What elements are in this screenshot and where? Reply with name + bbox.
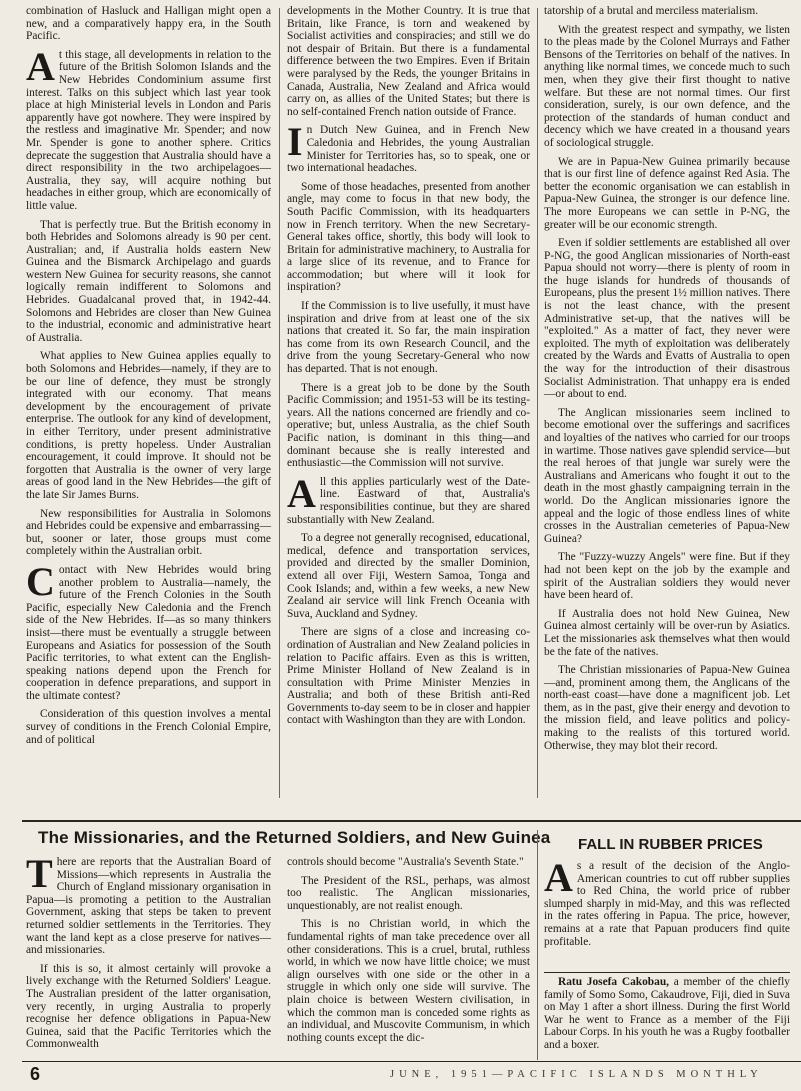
paragraph-text: n Dutch New Guinea, and in French New Caledonia and Hebrides, the young Australian Minister for Territories has, so to speak, one or two international headaches. — [287, 124, 530, 175]
rubber-article — [544, 855, 790, 954]
paragraph: That is perfectly true. But the British economy in both Hebrides and Solomons already is 90 per cent. Australian; and, if Australia holds eastern New Guinea and the Bismarck Archipelago and guards western New Guinea for security reasons, she cannot logically remain indifferent to Solomons and Hebrides. Guadalcanal proved that, in 1942-44. Solomons and Hebrides are closer than New Guinea to the industrial, economic and administrative heart of Australia. — [26, 218, 271, 344]
drop-cap: A — [26, 43, 55, 89]
obituary-text: a member of the chiefly family of Somo Somo, Cakaudrove, Fiji, died in Suva on May 1 after a short illness. During the first World War he went to France as a member of the Fiji Labour Corps. In his youth he was a Rugby footballer and a boxer. — [544, 976, 790, 1051]
paragraph: We are in Papua-New Guinea primarily because that is our first line of defence against Red Asia. The better the economic organisation we can establish in Papua-New Guinea, the stronger is our defence line. The more Europeans we can settle in P-NG, the greater will be our economic strength. — [544, 155, 790, 231]
obituary-name: Ratu Josefa Cakobau, — [558, 976, 670, 988]
footer-rule — [22, 1061, 801, 1062]
paragraph: There is a great job to be done by the South Pacific Commission; and 1951-53 will be its testing-years. All the nations concerned are friendly and co-operative; but, unless Australia, as the chief South Pacific nation, is dominant in this thing—and dominant because she is really interested and enthusiastic—the Commission will not survive. — [287, 381, 530, 470]
drop-cap: I — [287, 119, 303, 165]
paragraph-dropcap — [26, 43, 271, 213]
paragraph: New responsibilities for Australia in Solomons and Hebrides could be expensive and embarrassing—but, sooner or later, those groups must come completely within the Australian orbit. — [26, 507, 271, 558]
paragraph: Even if soldier settlements are established all over P-NG, the good Anglican missionaries of North-east Papua should not worry—there is plenty of room in the huge islands for hundreds of thousands of Europeans, plus the present 1½ million natives. There is not the least chance, with the present Administrative set-up, that the natives will be "exploited." As a matter of fact, they never were exploited. The myth of exploitation was deliberately created by the Wards and Evatts of Australia to open the way for the introduction of their disastrous Socialist Administration. That unhappy era is ended—or about to end. — [544, 237, 790, 401]
paragraph: Some of those headaches, presented from another angle, may come to focus in that new body, the South Pacific Commission, with its headquarters now in French territory. When the new Secretary-General takes office, shortly, this body will look to Britain for administrative machinery, to Australia for a large slice of its revenue, and to France for accommodation; but where will it look for inspiration? — [287, 180, 530, 294]
section-rule — [22, 820, 801, 822]
paragraph-text: here are reports that the Australian Board of Missions—which represents in Australia the Church of England missionary organisation in Papua—is promoting a petition to the Australian Government, asking that steps be taken to prevent returned soldier settlements in the Territories. They want the land kept as a close preserve for natives—and missionaries. — [26, 856, 271, 957]
top-column-3 — [544, 5, 790, 758]
paragraph: controls should become "Australia's Seventh State." — [287, 856, 524, 868]
paragraph-text: ll this applies particularly west of the Date-line. Eastward of that, Australia's responsibilities continue, but they are shared substantially with New Zealand. — [287, 475, 530, 526]
paragraph: There are signs of a close and increasing co-ordination of Australian and New Zealand policies in relation to Pacific affairs. Even as this is written, Prime Minister Holland of New Zealand is in consultation with Prime Minister Menzies in Australia; and both of these British anti-Red Governments to-day seem to be in closer and happier contact with Washington than they are with London. — [287, 626, 530, 727]
paragraph: If this is so, it almost certainly will provoke a lively exchange with the Returned Soldiers' League. The Australian president of the latter organisation, very recently, in urging Australia to properly recognise her defence obligations in Papua-New Guinea, said that the Pacific Territories which the Commonwealth — [26, 962, 271, 1051]
bottom-column-2 — [287, 856, 530, 1050]
missionaries-headline: The Missionaries, and the Returned Soldiers, and New Guinea — [38, 828, 551, 847]
paragraph-dropcap — [26, 558, 271, 703]
paragraph: If the Commission is to live usefully, it must have inspiration and drive from at least one of the six nations that created it. So far, the main inspiration has come from its own Research Council, and the drive from the young Secretary-General who now has departed. That is not enough. — [287, 300, 530, 376]
paragraph-dropcap — [544, 855, 790, 948]
paragraph: combination of Hasluck and Halligan might open a new, and a comparatively happy era, in the South Pacific. — [26, 5, 271, 43]
paragraph-dropcap — [287, 470, 530, 526]
bottom-column-1 — [26, 851, 271, 1057]
paragraph: If Australia does not hold New Guinea, New Guinea almost certainly will be over-run by Asiatics. Let the missionaries ask themselves what then would be the fate of the natives. — [544, 607, 790, 658]
drop-cap: C — [26, 558, 55, 604]
drop-cap: A — [544, 855, 573, 900]
paragraph-dropcap — [26, 851, 271, 957]
article-separator — [544, 972, 790, 973]
paragraph-text: t this stage, all developments in relation to the future of the British Solomon Islands and the New Hebrides Condominium assume first interest. Talks on this subject which last year took place at high Ministerial levels in London and Paris apparently have got nowhere. They were inspired by the restless and imaginative Mr. Spender; and now Mr. Spender is gone to another sphere. Critics deprecate the suggestion that Australia should have a direct responsibility in the two archipelagoes—Australia, they say, will acquire nothing but headaches in either group, which are economically of little value. — [26, 48, 271, 212]
drop-cap: T — [26, 851, 53, 896]
rubber-headline: FALL IN RUBBER PRICES — [578, 836, 763, 853]
paragraph: This is no Christian world, in which the fundamental rights of man take precedence over all other considerations. This is a cruel, brutal, ruthless world, in which we now have little choice; we must align ourselves with one side or the other in a struggle in which only one side will survive. The plain choice is between Western civilisation, in which the common man is conceded some rights as an individual, and Muscovite Communism, in which nothing counts except the dic- — [287, 918, 530, 1044]
paragraph: Consideration of this question involves a mental survey of conditions in the French Colonial Empire, and of political — [26, 708, 271, 746]
paragraph-dropcap — [287, 119, 530, 175]
running-title: JUNE, 1951—PACIFIC ISLANDS MONTHLY — [390, 1069, 763, 1080]
column-divider — [537, 8, 538, 798]
paragraph: The Anglican missionaries seem inclined to become emotional over the sufferings and sacrifices and loyalties of the natives who carried for our troops in wartime. Those natives gave splendid service—but the real heroes of that jungle war surely were the Australians and Americans who fought it out to the death in the most ghastly campaigning terrain in the world. Do the Anglican missionaries ignore the appeal and the logic of those endless lines of white crosses in the Australian cemeteries of Papua-New Guinea? — [544, 406, 790, 545]
paragraph: tatorship of a brutal and merciless materialism. — [544, 5, 759, 17]
obituary — [544, 976, 790, 1058]
paragraph: With the greatest respect and sympathy, we listen to the pleas made by the Colonel Murrays and Father Bensons of the Territories on behalf of the natives. In anything like normal times, we concede much to such men, when they give their first thought to native welfare. But these are not normal times. Our first consideration, surely, is our own defence, and the protection of the standards of human conduct and decency which we have created in a thousand years of sociological struggle. — [544, 23, 790, 149]
top-column-1 — [26, 5, 271, 752]
paragraph — [544, 976, 790, 1052]
page-number: 6 — [30, 1064, 41, 1084]
paragraph: The "Fuzzy-wuzzy Angels" were fine. But if they had not been kept on the job by the example and spirit of the Australian soldiers they would never have been heard of. — [544, 551, 790, 602]
paragraph: developments in the Mother Country. It is true that Britain, like France, is torn and weakened by Socialist activities and conspiracies; and still we do not despair of Britain. But there is a fundamental difference between the two Empires. Even if Britain were paralysed by the Reds, the younger Britains in Canada, Australia, New Zealand and Africa would carry on, as allies of the United States; but there is no self-contained French nation outside of France. — [287, 5, 530, 118]
paragraph: The Christian missionaries of Papua-New Guinea—and, prominent among them, the Anglicans of the north-east coast—have done a magnificent job. Let them, as in the past, give their energy and devotion to the mission field, and leave politics and policy-making to the realists of this tortured world. Otherwise, they may blot their record. — [544, 664, 790, 752]
paragraph: To a degree not generally recognised, educational, medical, defence and transportation services, provided and directed by the smaller Dominion, extend all over Fiji, Western Samoa, Tonga and Cook Islands; and, within a few weeks, a new New Zealand air service will link French Oceania with Suva, Auckland and Sydney. — [287, 532, 530, 620]
paragraph: The President of the RSL, perhaps, was almost too realistic. The Anglican missionaries, unquestionably, are not realist enough. — [287, 874, 530, 912]
paragraph: What applies to New Guinea applies equally to both Solomons and Hebrides—namely, if they are to be our line of defence, they must be strongly integrated with our economy. That means development by the encouragement of private enterprise. The outlook for any kind of development, in either Territory, under present administrative conditions, is pretty hopeless. Under Australian encouragement, it could improve. It should not be forgotten that Australia is the owner of very large areas of good land in the New Hebrides—the gift of the late Sir James Burns. — [26, 350, 271, 501]
paragraph-text: ontact with New Hebrides would bring another problem to Australia—namely, the future of the French Colonies in the South Pacific, especially New Caledonia and the French side of the New Hebrides. If—as so many thinkers insist—there must be eventually a struggle between Europeans and Asiatics for possession of the South Pacific territories, to what extent can the English-speaking nations depend upon the French for cooperation in defence preparations, and support in the ultimate contest? — [26, 563, 271, 702]
paragraph-text: s a result of the decision of the Anglo-American countries to cut off rubber supplies to Red China, the world price of rubber slumped sharply in mid-May, and this was reflected in the rates offering in Papua. The price, however, remains at a rate that Papuan producers find quite profitable. — [544, 860, 790, 948]
top-column-2 — [287, 5, 530, 733]
column-divider — [537, 830, 538, 1060]
drop-cap: A — [287, 470, 316, 516]
column-divider — [279, 8, 280, 798]
